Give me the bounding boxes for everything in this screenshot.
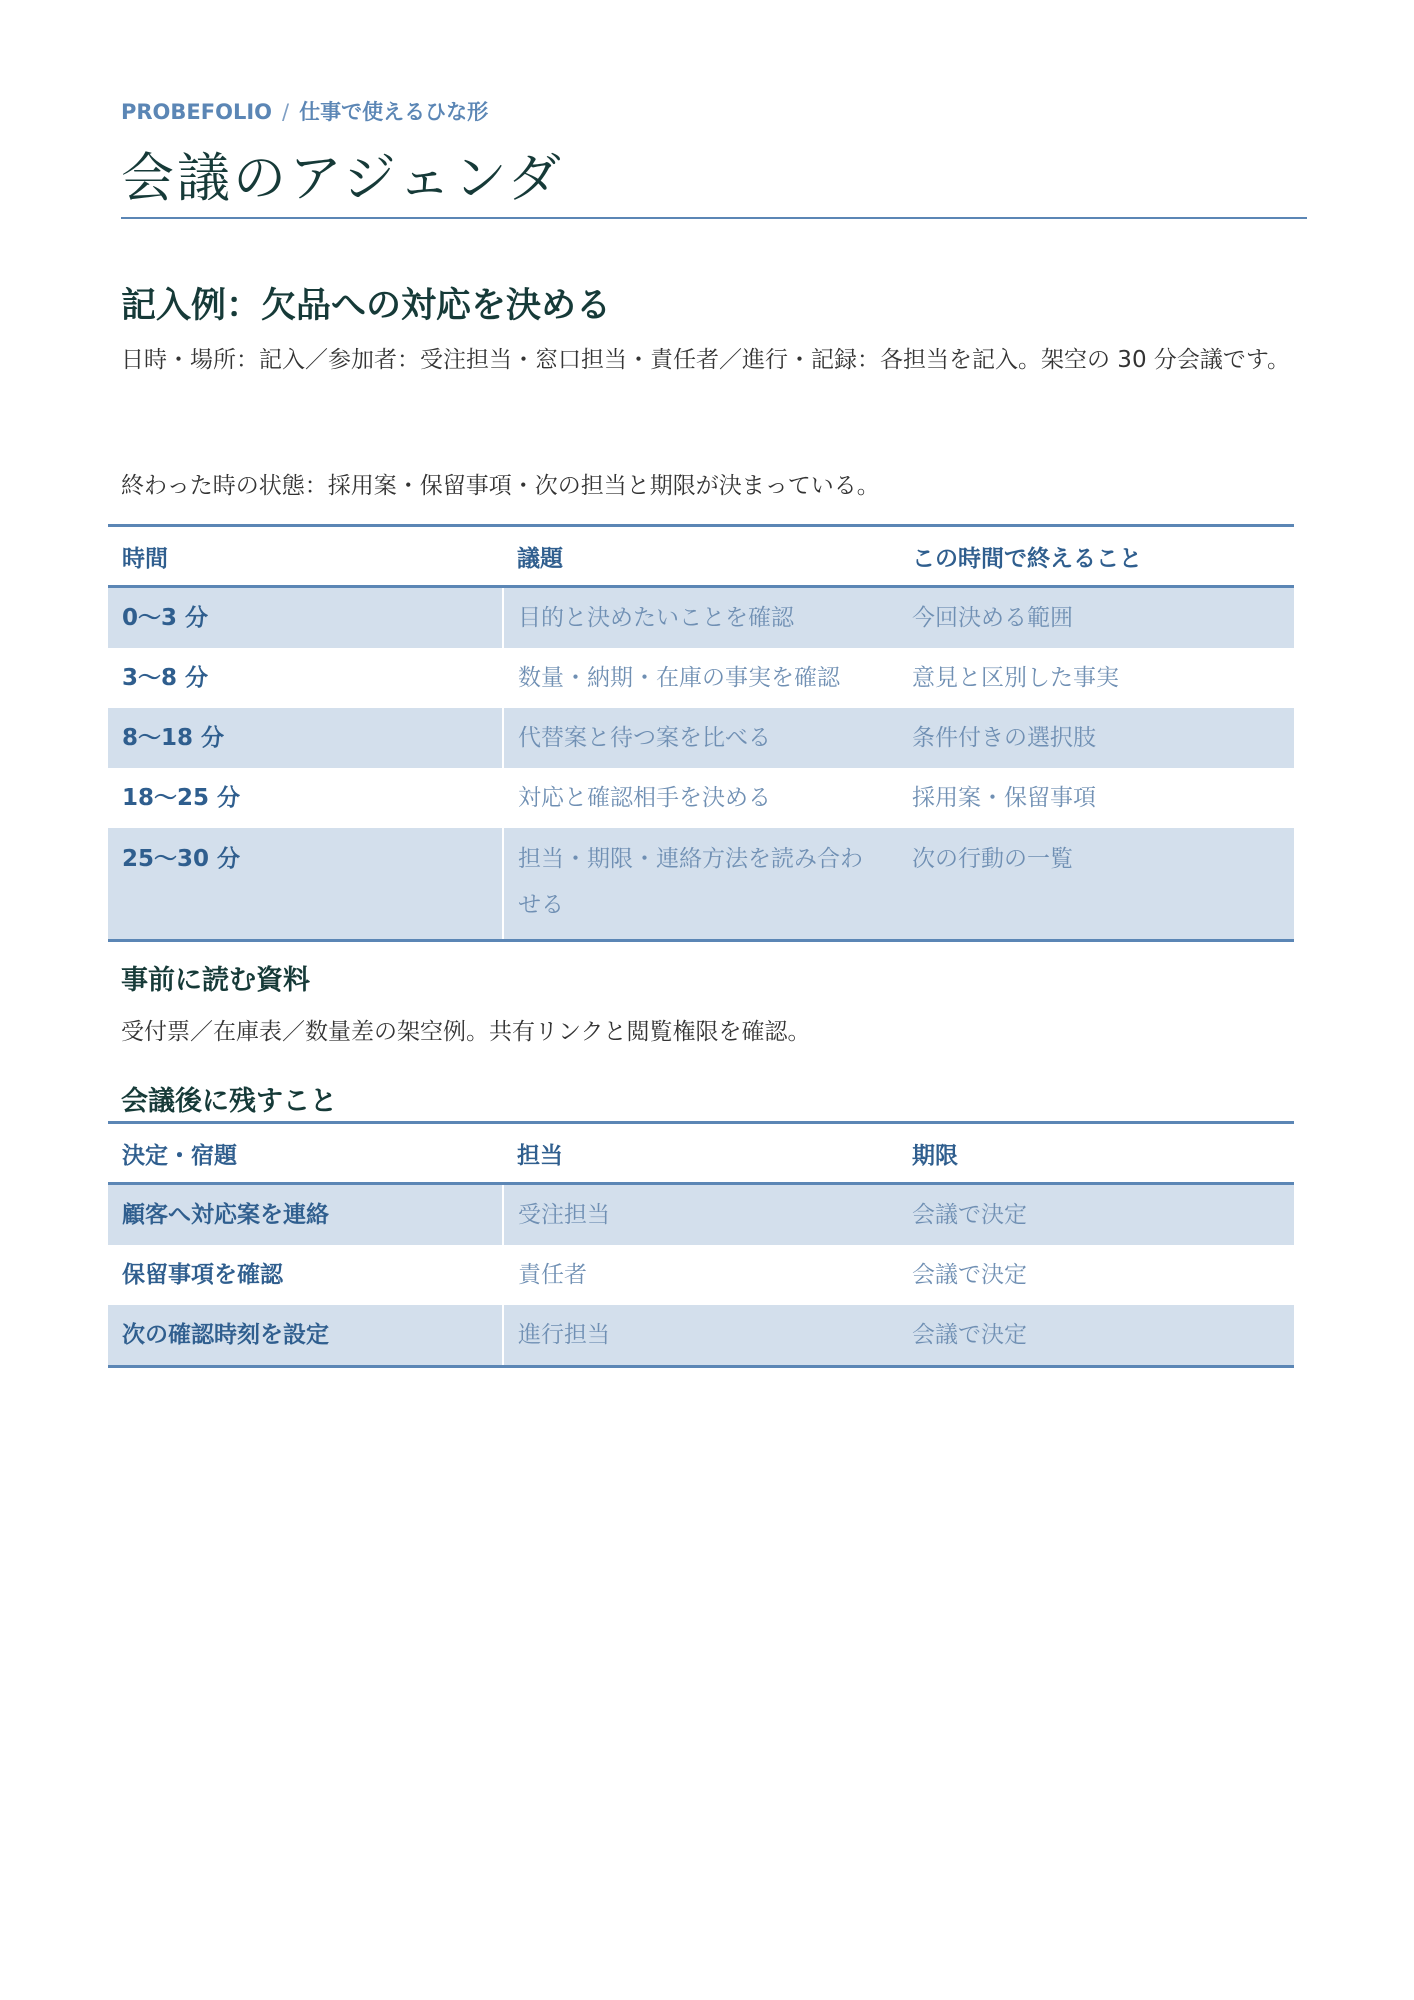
agenda-header-time: 時間 <box>122 545 168 572</box>
after-deadline: 会議で決定 <box>898 1184 1294 1246</box>
agenda-goal: 条件付きの選択肢 <box>898 708 1294 768</box>
agenda-row <box>108 648 1294 708</box>
after-header-owner: 担当 <box>517 1142 563 1169</box>
example-heading: 記入例：欠品への対応を決める <box>121 286 612 326</box>
after-meeting-table <box>108 1121 1294 1368</box>
breadcrumb <box>121 98 488 126</box>
after-deadline: 会議で決定 <box>912 1262 1027 1288</box>
after-header-decision: 決定・宿題 <box>122 1142 237 1169</box>
agenda-topic: 数量・納期・在庫の事実を確認 <box>503 648 898 708</box>
agenda-row <box>108 768 1294 828</box>
breadcrumb-section[interactable]: 仕事で使えるひな形 <box>299 100 489 124</box>
agenda-row <box>108 828 1294 941</box>
after-row <box>108 1184 1294 1246</box>
after-decision: 保留事項を確認 <box>122 1262 283 1288</box>
agenda-time: 0〜3 分 <box>108 587 503 649</box>
agenda-topic: 担当・期限・連絡方法を読み合わせる <box>503 828 898 941</box>
after-owner: 受注担当 <box>503 1184 898 1246</box>
agenda-time: 25〜30 分 <box>108 828 503 941</box>
page-title: 会議のアジェンダ <box>121 148 564 209</box>
agenda-header-topic: 議題 <box>517 545 563 572</box>
agenda-header-goal: この時間で終えること <box>912 545 1142 572</box>
agenda-table <box>108 524 1294 942</box>
after-decision: 顧客へ対応案を連絡 <box>108 1184 503 1246</box>
agenda-topic: 対応と確認相手を決める <box>503 768 898 828</box>
after-decision: 次の確認時刻を設定 <box>108 1305 503 1367</box>
agenda-goal: 今回決める範囲 <box>898 587 1294 649</box>
after-meeting-heading: 会議後に残すこと <box>121 1086 337 1117</box>
after-owner: 進行担当 <box>503 1305 898 1367</box>
after-row <box>108 1245 1294 1305</box>
end-state: 終わった時の状態：採用案・保留事項・次の担当と期限が決まっている。 <box>121 473 880 499</box>
after-owner: 責任者 <box>503 1245 898 1305</box>
after-header-deadline: 期限 <box>912 1142 958 1169</box>
agenda-row <box>108 708 1294 768</box>
pre-read-text: 受付票／在庫表／数量差の架空例。共有リンクと閲覧権限を確認。 <box>121 1019 811 1045</box>
breadcrumb-separator: / <box>282 100 290 124</box>
after-row <box>108 1305 1294 1367</box>
agenda-header-row <box>108 526 1294 587</box>
title-divider <box>121 217 1307 219</box>
after-deadline: 会議で決定 <box>898 1305 1294 1367</box>
agenda-goal: 次の行動の一覧 <box>898 828 1294 941</box>
agenda-topic: 代替案と待つ案を比べる <box>503 708 898 768</box>
pre-read-heading: 事前に読む資料 <box>121 965 310 996</box>
after-header-row <box>108 1123 1294 1184</box>
agenda-goal: 意見と区別した事実 <box>912 665 1119 691</box>
agenda-time: 3〜8 分 <box>122 665 209 691</box>
agenda-row <box>108 587 1294 649</box>
agenda-goal: 採用案・保留事項 <box>912 785 1096 811</box>
agenda-time: 18〜25 分 <box>122 785 241 811</box>
meeting-details: 日時・場所：記入／参加者：受注担当・窓口担当・責任者／進行・記録：各担当を記入。架空の 30 分会議です。 <box>121 347 1291 373</box>
breadcrumb-brand[interactable]: PROBEFOLIO <box>121 100 273 124</box>
agenda-time: 8〜18 分 <box>108 708 503 768</box>
agenda-topic: 目的と決めたいことを確認 <box>503 587 898 649</box>
